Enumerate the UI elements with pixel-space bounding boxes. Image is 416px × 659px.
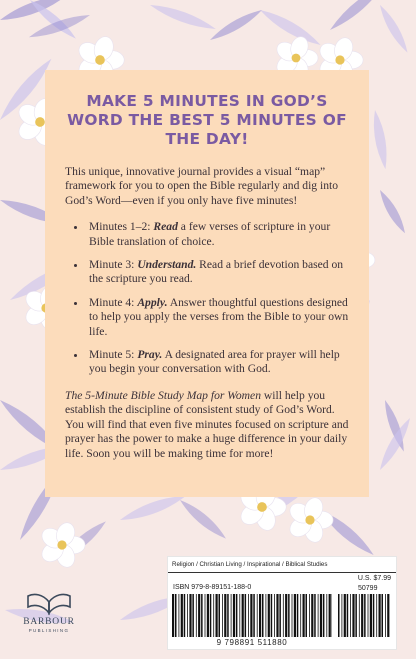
book-icon — [28, 594, 70, 613]
leaf-shape — [376, 188, 409, 236]
leaf-shape — [370, 109, 390, 170]
intro-paragraph: This unique, innovative journal provides a visual “map” framework for you to open the Bible regularly and dig into God’s Word—even if you only have five minutes! — [65, 165, 339, 207]
minutes-list — [65, 220, 349, 377]
price: U.S. $7.99 — [357, 575, 391, 582]
book-title: The 5-Minute Bible Study Map for Women — [65, 388, 261, 402]
leaf-shape — [257, 5, 323, 50]
minute-emphasis: Apply. — [137, 295, 168, 309]
closing-paragraph: The 5-Minute Bible Study Map for Women will help you establish the discipline of consistent study of God’s Word. You will find that even five minutes focused on scripture and prayer has the power to make a huge difference in your daily life. Soon you will be making time for more! — [65, 388, 349, 460]
minute-item: • Minute 3: Understand. Read a brief devotion based on the scripture you read. — [87, 258, 349, 287]
leaf-shape — [327, 0, 387, 34]
leaf-shape — [177, 496, 229, 542]
barcode-box — [167, 556, 397, 650]
publisher-name: BARBOUR — [23, 617, 75, 627]
addon-code: 50799 — [358, 585, 378, 592]
barcode-digits: 9 798891 511880 — [216, 638, 288, 647]
description-panel — [45, 70, 369, 497]
leaf-shape — [208, 6, 264, 44]
leaf-shape — [148, 0, 217, 33]
barbour-logo — [18, 589, 80, 639]
addon-barcode-bars — [338, 594, 390, 637]
flower-icon — [286, 495, 333, 544]
headline: MAKE 5 MINUTES IN GOD’S WORD THE BEST 5 MINUTES OF THE DAY! — [67, 92, 347, 148]
publisher-sub: PUBLISHING — [28, 628, 70, 633]
minute-item: • Minutes 1–2: Read a few verses of scripture in your Bible translation of choice. — [87, 220, 349, 249]
minute-item: • Minute 5: Pray. A designated area for prayer will help you begin your conversation with God. — [87, 348, 349, 377]
minute-emphasis: Understand. — [137, 258, 197, 272]
isbn: ISBN 979-8-89151-188-0 — [173, 584, 252, 591]
leaf-shape — [27, 10, 92, 42]
barcode-bars — [172, 594, 332, 637]
minute-emphasis: Pray. — [137, 348, 163, 362]
minute-item: • Minute 4: Apply. Answer thoughtful questions designed to help you apply the verses from the Bible to your own life. — [87, 296, 349, 339]
flower-icon — [38, 520, 85, 569]
minute-emphasis: Read — [153, 220, 178, 234]
subject-categories: Religion / Christian Living / Inspirational / Biblical Studies — [168, 557, 396, 573]
leaf-shape — [376, 3, 411, 55]
